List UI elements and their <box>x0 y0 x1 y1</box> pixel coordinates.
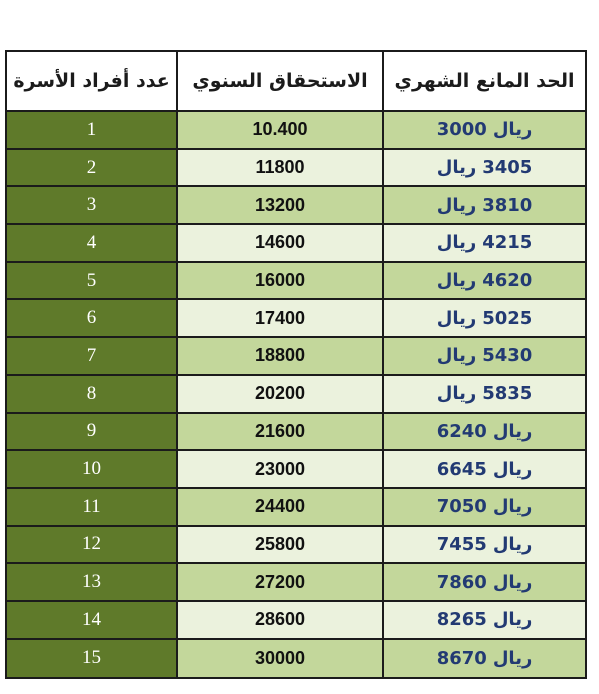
currency-label: ريال <box>492 458 533 480</box>
monthly-value: 6240 <box>436 420 487 442</box>
monthly-amount <box>437 345 533 366</box>
monthly-amount <box>437 270 533 291</box>
monthly-value: 4620 <box>482 270 533 292</box>
monthly-amount <box>437 195 533 216</box>
monthly-value: 6645 <box>436 458 487 480</box>
members-value: 12 <box>82 533 101 555</box>
monthly-value: 8265 <box>436 609 487 631</box>
members-value: 10 <box>82 458 101 480</box>
currency-label: ريال <box>492 647 533 669</box>
table-cell-members <box>7 414 178 452</box>
currency-label: ريال <box>436 270 477 292</box>
annual-value: 28600 <box>254 609 306 630</box>
table-cell-annual <box>178 150 384 188</box>
monthly-amount <box>437 572 533 593</box>
table-cell-members <box>7 451 178 489</box>
members-value: 4 <box>86 231 97 253</box>
members-value: 6 <box>86 307 97 329</box>
table-cell-monthly <box>384 225 585 263</box>
annual-value: 17400 <box>254 307 306 328</box>
members-value: 8 <box>86 382 97 404</box>
table-cell-monthly <box>384 564 585 602</box>
members-value: 11 <box>82 495 101 517</box>
table-cell-monthly <box>384 150 585 188</box>
monthly-value: 4215 <box>482 232 533 254</box>
monthly-value: 3405 <box>482 157 533 179</box>
table-cell-monthly <box>384 602 585 640</box>
monthly-amount <box>437 157 533 178</box>
table-cell-members <box>7 187 178 225</box>
monthly-amount <box>437 609 533 630</box>
members-value: 7 <box>86 344 97 366</box>
members-value: 13 <box>82 571 101 593</box>
table-cell-monthly <box>384 640 585 678</box>
table-cell-monthly <box>384 527 585 565</box>
monthly-value: 7455 <box>436 533 487 555</box>
members-value: 1 <box>86 118 97 140</box>
table-cell-annual <box>178 112 384 150</box>
members-value: 5 <box>86 269 97 291</box>
table-cell-monthly <box>384 414 585 452</box>
table-cell-annual <box>178 602 384 640</box>
monthly-amount <box>437 232 533 253</box>
members-value: 2 <box>86 156 97 178</box>
table-cell-monthly <box>384 112 585 150</box>
table-cell-annual <box>178 640 384 678</box>
header-family-members: عدد أفراد الأسرة <box>7 52 178 112</box>
monthly-value: 5025 <box>482 307 533 329</box>
members-value: 9 <box>86 420 97 442</box>
table-cell-annual <box>178 263 384 301</box>
table-cell-members <box>7 489 178 527</box>
annual-value: 30000 <box>254 647 306 668</box>
currency-label: ريال <box>436 345 477 367</box>
currency-label: ريال <box>436 157 477 179</box>
annual-value: 18800 <box>254 345 306 366</box>
members-value: 3 <box>86 194 97 216</box>
table-cell-members <box>7 338 178 376</box>
table-cell-members <box>7 640 178 678</box>
annual-value: 14600 <box>254 232 306 253</box>
table-cell-members <box>7 300 178 338</box>
monthly-amount <box>437 308 533 329</box>
table-cell-monthly <box>384 300 585 338</box>
monthly-value: 3810 <box>482 194 533 216</box>
currency-label: ريال <box>492 420 533 442</box>
table-cell-annual <box>178 187 384 225</box>
table-cell-members <box>7 527 178 565</box>
currency-label: ريال <box>492 609 533 631</box>
annual-value: 23000 <box>254 458 306 479</box>
annual-value: 25800 <box>254 533 306 554</box>
table-cell-annual <box>178 376 384 414</box>
table-cell-annual <box>178 489 384 527</box>
table-cell-monthly <box>384 376 585 414</box>
table-cell-annual <box>178 451 384 489</box>
table-cell-annual <box>178 300 384 338</box>
currency-label: ريال <box>436 383 477 405</box>
annual-value: 13200 <box>254 194 306 215</box>
annual-value: 11800 <box>255 157 305 178</box>
table-cell-monthly <box>384 489 585 527</box>
table-cell-monthly <box>384 263 585 301</box>
monthly-value: 5430 <box>482 345 533 367</box>
header-monthly-limit: الحد المانع الشهري <box>384 52 585 112</box>
table-cell-monthly <box>384 187 585 225</box>
monthly-amount <box>437 119 533 140</box>
monthly-value: 7050 <box>436 496 487 518</box>
annual-value: 16000 <box>254 270 306 291</box>
table-cell-annual <box>178 225 384 263</box>
monthly-value: 3000 <box>436 119 487 141</box>
currency-label: ريال <box>492 496 533 518</box>
table-cell-members <box>7 112 178 150</box>
table-cell-members <box>7 602 178 640</box>
annual-value: 21600 <box>254 420 306 441</box>
monthly-amount <box>437 383 533 404</box>
header-annual-entitlement: الاستحقاق السنوي <box>178 52 384 112</box>
members-value: 15 <box>82 647 101 669</box>
monthly-amount <box>437 459 533 480</box>
monthly-value: 7860 <box>436 571 487 593</box>
monthly-amount <box>437 648 533 669</box>
table-cell-monthly <box>384 451 585 489</box>
currency-label: ريال <box>492 571 533 593</box>
annual-value: 24400 <box>254 496 306 517</box>
table-cell-members <box>7 225 178 263</box>
monthly-amount <box>437 534 533 555</box>
annual-value: 20200 <box>254 383 306 404</box>
table-cell-annual <box>178 338 384 376</box>
table-cell-annual <box>178 564 384 602</box>
table-cell-members <box>7 150 178 188</box>
annual-value: 27200 <box>254 571 306 592</box>
table-cell-annual <box>178 527 384 565</box>
currency-label: ريال <box>492 119 533 141</box>
monthly-value: 5835 <box>482 383 533 405</box>
currency-label: ريال <box>492 533 533 555</box>
income-threshold-table <box>5 50 587 679</box>
annual-value: 10.400 <box>252 119 308 140</box>
table-cell-members <box>7 564 178 602</box>
currency-label: ريال <box>436 232 477 254</box>
members-value: 14 <box>82 608 101 630</box>
currency-label: ريال <box>436 307 477 329</box>
table-cell-members <box>7 263 178 301</box>
monthly-value: 8670 <box>436 647 487 669</box>
monthly-amount <box>437 421 533 442</box>
table-cell-members <box>7 376 178 414</box>
currency-label: ريال <box>436 194 477 216</box>
table-cell-monthly <box>384 338 585 376</box>
table-cell-annual <box>178 414 384 452</box>
monthly-amount <box>437 496 533 517</box>
